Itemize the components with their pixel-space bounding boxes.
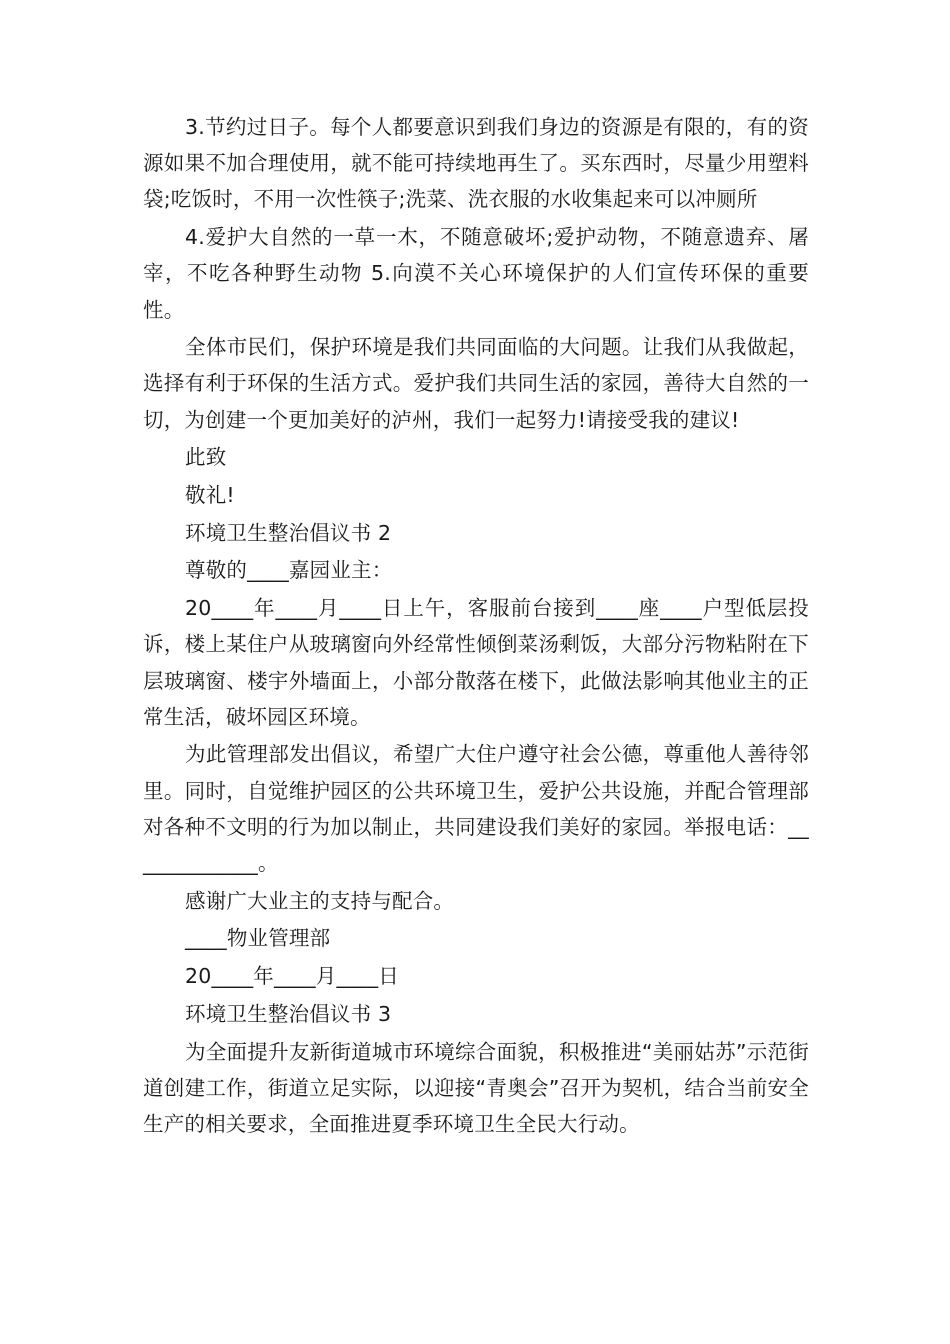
closing-salutation: 此致 bbox=[185, 445, 227, 470]
signature-date: 20____年____月____日 bbox=[185, 964, 400, 989]
paragraph-save-resources: 3.节约过日子。每个人都要意识到我们身边的资源是有限的，有的资源如果不加合理使用，就不能可持续地再生了。买东西时，尽量少用塑料袋;吃饭时，不用一次性筷子;洗菜、洗衣服的水收集起来可以冲厕所 bbox=[143, 115, 809, 212]
section-title-2: 环境卫生整治倡议书 2 bbox=[185, 520, 392, 545]
section-title-3: 环境卫生整治倡议书 3 bbox=[185, 1001, 392, 1026]
paragraph-complaint: 20____年____月____日上午，客服前台接到____座____户型低层投诉，楼上某住户从玻璃窗向外经常性倾倒菜汤剩饭，大部分污物粘附在下层玻璃窗、楼宇外墙面上，小部分散落在楼下，此做法影响其他业主的正常生活，破坏园区环境。 bbox=[143, 596, 809, 729]
paragraph-street-campaign: 为全面提升友新街道城市环境综合面貌，积极推进“美丽姑苏”示范街道创建工作，街道立足实际，以迎接“青奥会”召开为契机，结合当前安全生产的相关要求，全面推进夏季环境卫生全民大行动。 bbox=[143, 1039, 809, 1136]
greeting-owners: 尊敬的____嘉园业主： bbox=[185, 558, 393, 583]
document-body bbox=[143, 109, 809, 1144]
signature-department: ____物业管理部 bbox=[185, 926, 331, 951]
paragraph-initiative: 为此管理部发出倡议，希望广大住户遵守社会公德，尊重他人善待邻里。同时，自觉维护园区的公共环境卫生，爱护公共设施，并配合管理部对各种不文明的行为加以制止，共同建设我们美好的家园。举报电话：_____________。 bbox=[143, 742, 809, 876]
closing-regards: 敬礼! bbox=[185, 483, 235, 508]
thanks-line: 感谢广大业主的支持与配合。 bbox=[185, 888, 455, 913]
paragraph-protect-nature: 4.爱护大自然的一草一木，不随意破坏;爱护动物，不随意遗弃、屠宰，不吃各种野生动物 5.向漠不关心环境保护的人们宣传环保的重要性。 bbox=[143, 225, 809, 322]
paragraph-appeal-citizens: 全体市民们，保护环境是我们共同面临的大问题。让我们从我做起，选择有利于环保的生活方式。爱护我们共同生活的家园，善待大自然的一切，为创建一个更加美好的泸州，我们一起努力!请接受我的建议! bbox=[143, 335, 809, 432]
